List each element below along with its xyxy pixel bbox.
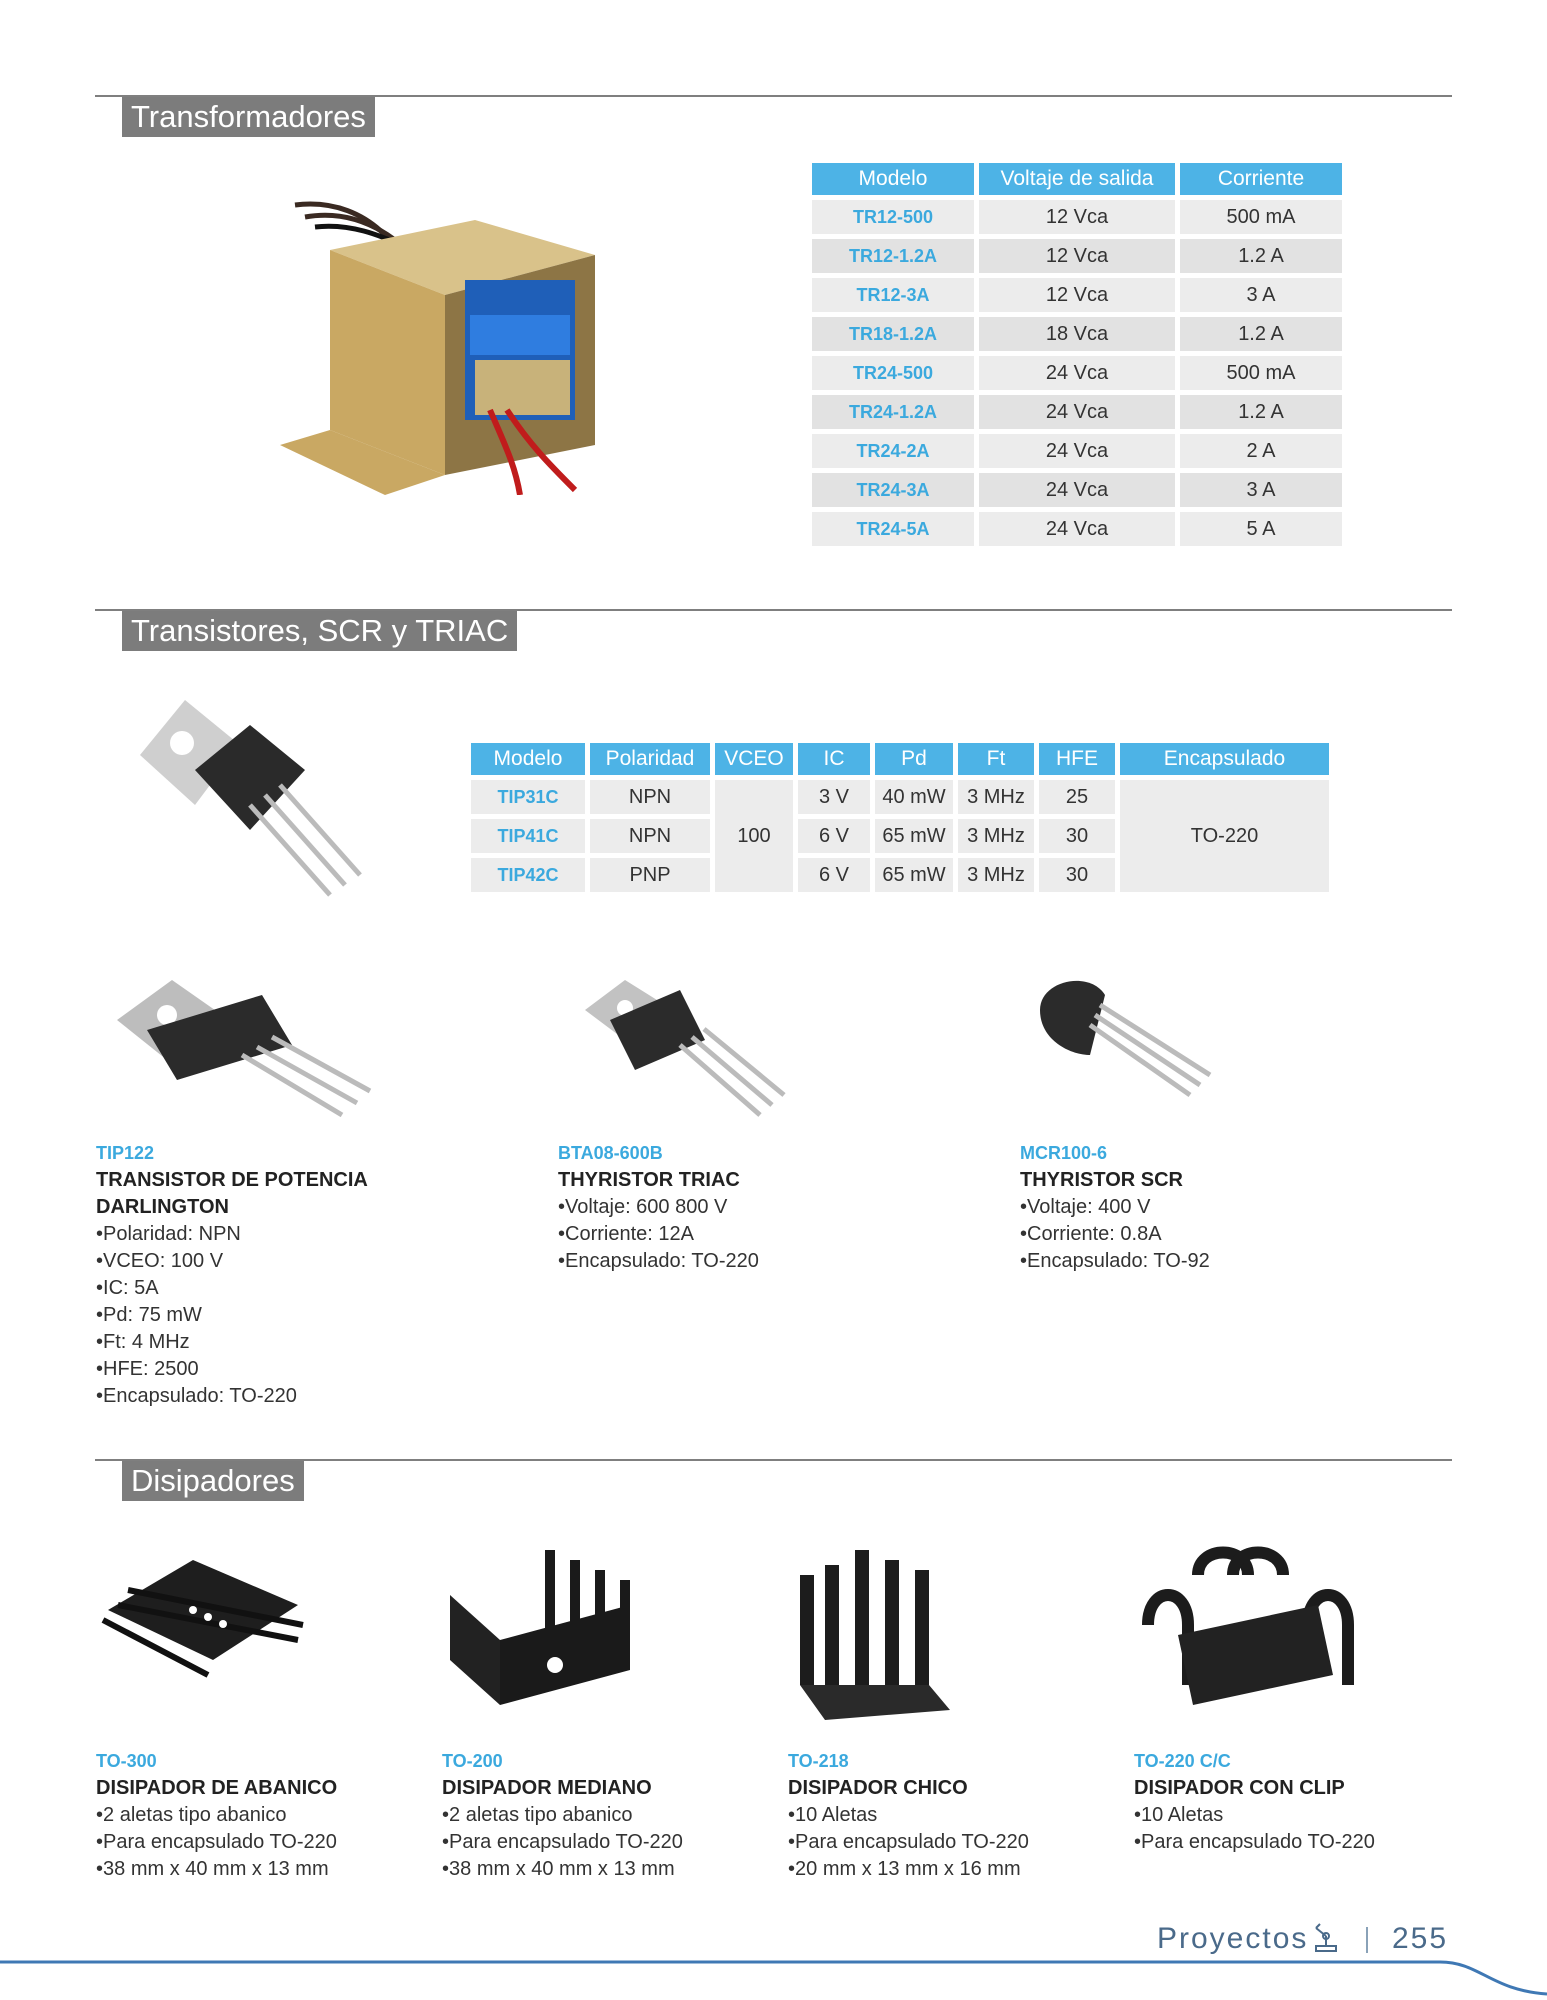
current-cell: 3 A	[1180, 473, 1342, 507]
current-cell: 1.2 A	[1180, 317, 1342, 351]
model-cell: TR12-500	[812, 200, 974, 234]
table-row	[812, 395, 1342, 429]
column-header: Modelo	[812, 163, 974, 195]
heatsink-to218	[788, 1748, 1118, 1883]
table-row	[812, 200, 1342, 234]
voltage-cell: 24 Vca	[979, 434, 1175, 468]
table-row	[812, 434, 1342, 468]
current-cell: 500 mA	[1180, 356, 1342, 390]
spec-list	[558, 1194, 888, 1275]
section-title-transistores: Transistores, SCR y TRIAC	[122, 611, 517, 651]
current-cell: 5 A	[1180, 512, 1342, 546]
voltage-cell: 24 Vca	[979, 512, 1175, 546]
model-cell: TIP42C	[471, 858, 585, 892]
product-code: TO-200	[442, 1751, 503, 1771]
spec-item: • Para encapsulado TO-220	[1134, 1829, 1464, 1856]
section-title-transformadores: Transformadores	[122, 97, 375, 137]
product-code: TO-220 C/C	[1134, 1751, 1231, 1771]
table-row	[812, 512, 1342, 546]
spec-item: • Encapsulado: TO-92	[1020, 1248, 1350, 1275]
voltage-cell: 24 Vca	[979, 395, 1175, 429]
spec-item: • 38 mm x 40 mm x 13 mm	[442, 1856, 772, 1883]
spec-item: • 10 Aletas	[1134, 1802, 1464, 1829]
bta08-image	[580, 975, 790, 1125]
model-cell: TIP31C	[471, 780, 585, 814]
footer-label: Proyectos	[1157, 1922, 1309, 1955]
product-title: DARLINGTON	[96, 1196, 229, 1218]
model-cell: TIP41C	[471, 819, 585, 853]
model-cell: TR12-3A	[812, 278, 974, 312]
heatsink-to220cc	[1134, 1748, 1464, 1856]
heatsink-to200	[442, 1748, 772, 1883]
spec-list	[788, 1802, 1118, 1883]
pd-cell: 40 mW	[875, 780, 953, 814]
footer-wave	[0, 1960, 1547, 2000]
ic-cell: 6 V	[798, 858, 870, 892]
product-title: DISIPADOR MEDIANO	[442, 1777, 652, 1799]
spec-item: • IC: 5A	[96, 1275, 426, 1302]
spec-list	[442, 1802, 772, 1883]
spec-list	[96, 1802, 426, 1883]
ic-cell: 3 V	[798, 780, 870, 814]
spec-item: • Polaridad: NPN	[96, 1221, 426, 1248]
spec-item: • Para encapsulado TO-220	[788, 1829, 1118, 1856]
heatsink-fan-image	[98, 1550, 308, 1680]
vceo-cell: 100	[715, 780, 793, 892]
product-code: TIP122	[96, 1143, 155, 1163]
voltage-cell: 12 Vca	[979, 278, 1175, 312]
mcr100-image	[1030, 970, 1215, 1120]
column-header: Encapsulado	[1120, 743, 1329, 775]
current-cell: 1.2 A	[1180, 239, 1342, 273]
model-cell: TR24-3A	[812, 473, 974, 507]
column-header: Voltaje de salida	[979, 163, 1175, 195]
voltage-cell: 12 Vca	[979, 239, 1175, 273]
spec-list	[96, 1221, 426, 1410]
voltage-cell: 24 Vca	[979, 473, 1175, 507]
product-title: THYRISTOR TRIAC	[558, 1169, 740, 1191]
page-number: 255	[1392, 1922, 1449, 1955]
spec-item: • Para encapsulado TO-220	[96, 1829, 426, 1856]
spec-item: • Corriente: 12A	[558, 1221, 888, 1248]
polarity-cell: NPN	[590, 780, 710, 814]
transformer-image	[275, 195, 615, 495]
ic-cell: 6 V	[798, 819, 870, 853]
product-mcr100	[1020, 1140, 1350, 1275]
column-header: IC	[798, 743, 870, 775]
column-header: Modelo	[471, 743, 585, 775]
spec-item: • 10 Aletas	[788, 1802, 1118, 1829]
product-code: BTA08-600B	[558, 1143, 663, 1163]
spec-item: • 38 mm x 40 mm x 13 mm	[96, 1856, 426, 1883]
product-title: THYRISTOR SCR	[1020, 1169, 1183, 1191]
heatsink-clip-image	[1138, 1545, 1358, 1710]
voltage-cell: 24 Vca	[979, 356, 1175, 390]
model-cell: TR24-1.2A	[812, 395, 974, 429]
ft-cell: 3 MHz	[958, 819, 1034, 853]
product-title: DISIPADOR CHICO	[788, 1777, 968, 1799]
ft-cell: 3 MHz	[958, 780, 1034, 814]
column-header: Polaridad	[590, 743, 710, 775]
voltage-cell: 18 Vca	[979, 317, 1175, 351]
column-header: HFE	[1039, 743, 1115, 775]
column-header: Pd	[875, 743, 953, 775]
voltage-cell: 12 Vca	[979, 200, 1175, 234]
section-title-disipadores: Disipadores	[122, 1461, 304, 1501]
spec-item: • Pd: 75 mW	[96, 1302, 426, 1329]
column-header: Ft	[958, 743, 1034, 775]
pd-cell: 65 mW	[875, 858, 953, 892]
heatsink-small-image	[795, 1545, 955, 1720]
package-cell: TO-220	[1120, 780, 1329, 892]
spec-item: • Ft: 4 MHz	[96, 1329, 426, 1356]
spec-item: • Encapsulado: TO-220	[558, 1248, 888, 1275]
model-cell: TR24-500	[812, 356, 974, 390]
column-header: VCEO	[715, 743, 793, 775]
hfe-cell: 25	[1039, 780, 1115, 814]
spec-list	[1134, 1802, 1464, 1856]
spec-item: • Corriente: 0.8A	[1020, 1221, 1350, 1248]
ft-cell: 3 MHz	[958, 858, 1034, 892]
current-cell: 500 mA	[1180, 200, 1342, 234]
product-title: DISIPADOR CON CLIP	[1134, 1777, 1345, 1799]
current-cell: 1.2 A	[1180, 395, 1342, 429]
table-row	[812, 356, 1342, 390]
product-title: DISIPADOR DE ABANICO	[96, 1777, 338, 1799]
transistor-image	[130, 695, 370, 915]
product-code: MCR100-6	[1020, 1143, 1108, 1163]
current-cell: 2 A	[1180, 434, 1342, 468]
product-code: TO-300	[96, 1751, 157, 1771]
spec-item: • Para encapsulado TO-220	[442, 1829, 772, 1856]
spec-item: • 2 aletas tipo abanico	[442, 1802, 772, 1829]
spec-item: • HFE: 2500	[96, 1356, 426, 1383]
spec-item: • Encapsulado: TO-220	[96, 1383, 426, 1410]
table-row	[471, 780, 1329, 814]
spec-item: • VCEO: 100 V	[96, 1248, 426, 1275]
model-cell: TR12-1.2A	[812, 239, 974, 273]
polarity-cell: NPN	[590, 819, 710, 853]
heatsink-to300	[96, 1748, 426, 1883]
product-title: TRANSISTOR DE POTENCIA	[96, 1169, 368, 1191]
model-cell: TR24-2A	[812, 434, 974, 468]
model-cell: TR24-5A	[812, 512, 974, 546]
hfe-cell: 30	[1039, 858, 1115, 892]
table-row	[812, 278, 1342, 312]
polarity-cell: PNP	[590, 858, 710, 892]
product-tip122	[96, 1140, 426, 1410]
table-row	[812, 239, 1342, 273]
spec-list	[1020, 1194, 1350, 1275]
tip122-image	[112, 975, 372, 1125]
column-header: Corriente	[1180, 163, 1342, 195]
heatsink-medium-image	[440, 1545, 640, 1705]
pd-cell: 65 mW	[875, 819, 953, 853]
table-row	[812, 473, 1342, 507]
current-cell: 3 A	[1180, 278, 1342, 312]
model-cell: TR18-1.2A	[812, 317, 974, 351]
table-row	[812, 317, 1342, 351]
spec-item: • 20 mm x 13 mm x 16 mm	[788, 1856, 1118, 1883]
spec-item: • Voltaje: 600 800 V	[558, 1194, 888, 1221]
product-bta08	[558, 1140, 888, 1275]
footer-divider	[1366, 1927, 1368, 1953]
hfe-cell: 30	[1039, 819, 1115, 853]
transistor-table	[466, 738, 1334, 897]
transformer-table	[807, 158, 1347, 551]
spec-item: • Voltaje: 400 V	[1020, 1194, 1350, 1221]
robot-arm-icon	[1310, 1922, 1342, 1954]
product-code: TO-218	[788, 1751, 849, 1771]
spec-item: • 2 aletas tipo abanico	[96, 1802, 426, 1829]
